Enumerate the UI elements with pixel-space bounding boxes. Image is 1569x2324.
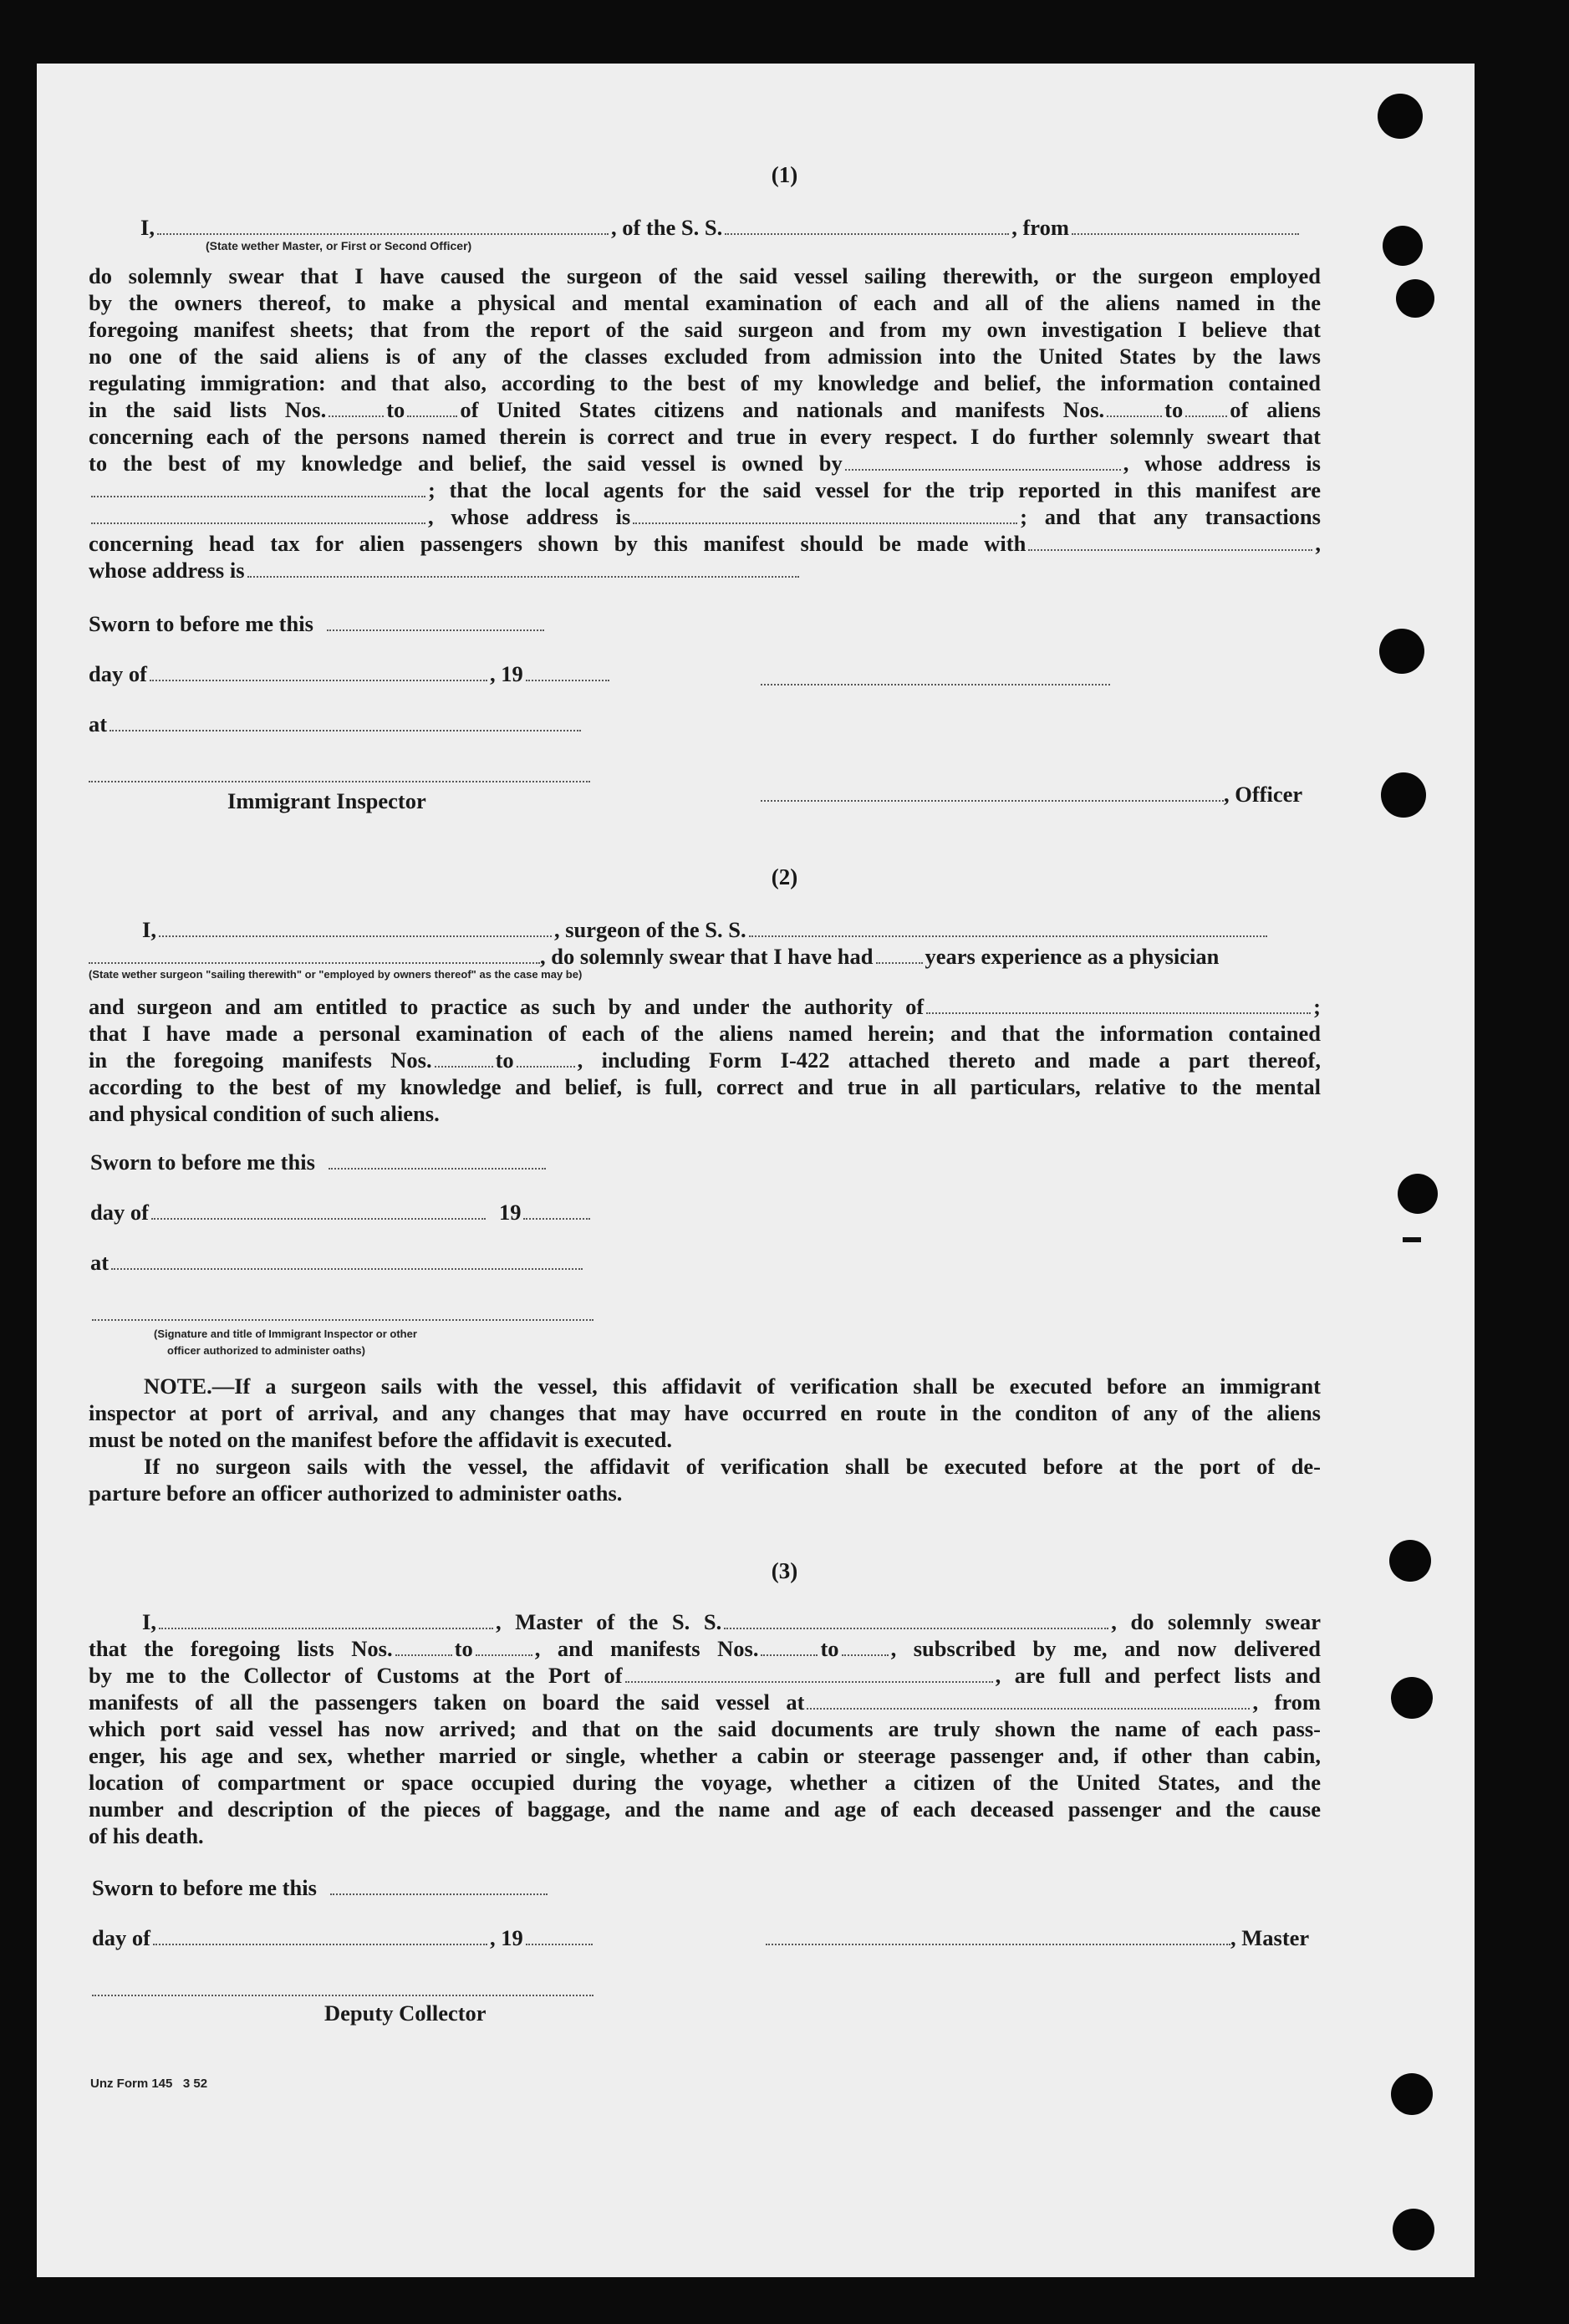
binder-hole	[1398, 1174, 1438, 1214]
s1-line-11: concerning head tax for alien passengers shown by this manifest should be made with ,	[89, 531, 1321, 556]
section-3-number: (3)	[771, 1558, 798, 1583]
s1-caption: (State wether Master, or First or Second Officer)	[206, 239, 472, 252]
binder-hole	[1396, 279, 1434, 318]
s2-sig-caption-2: officer authorized to administer oaths)	[167, 1344, 365, 1357]
s1-officer-signature-line	[761, 684, 1110, 685]
s3-line-8: of his death.	[89, 1823, 204, 1848]
s2-line-4: that I have made a personal examination of each of the aliens named herein; and that the information contained	[89, 1021, 1321, 1046]
s3-day-of: day of , 19	[92, 1924, 595, 1951]
s3-collector-signature-line	[92, 1995, 593, 1996]
s2-note-3: must be noted on the manifest before the affidavit is executed.	[89, 1427, 673, 1452]
s2-line-2: , do solemnly swear that I have had years experience as a physician	[89, 943, 1219, 970]
s2-note-1: NOTE.—If a surgeon sails with the vessel, this affidavit of verification shall be executed before an immigrant	[144, 1374, 1321, 1399]
s1-line-9: ; that the local agents for the said vessel for the trip reported in this manifest are	[89, 477, 1321, 503]
s1-line-8: to the best of my knowledge and belief, the said vessel is owned by , whose address is	[89, 451, 1321, 476]
s3-master-line: , Master	[766, 1924, 1309, 1951]
binder-tick	[1403, 1237, 1421, 1242]
section-2-number: (2)	[771, 864, 798, 889]
binder-hole	[1391, 1677, 1433, 1719]
s2-sig-caption-1: (Signature and title of Immigrant Inspector or other	[154, 1328, 417, 1340]
s2-line-6: according to the best of my knowledge and belief, is full, correct and true in all particulars, relative to the mental	[89, 1074, 1321, 1099]
s1-line-12: whose address is	[89, 557, 1321, 584]
s1-line-5: regulating immigration: and that also, according to the best of my knowledge and belief, the information contained	[89, 370, 1321, 395]
s2-at: at	[90, 1249, 585, 1276]
s3-line-7: number and description of the pieces of baggage, and the name and age of each deceased passenger and the cause	[89, 1797, 1321, 1822]
s2-note-5: parture before an officer authorized to administer oaths.	[89, 1481, 623, 1506]
s1-line-0: I, , of the S. S. , from	[140, 214, 1302, 241]
s3-line-1: that the foregoing lists Nos. to , and manifests Nos. to , subscribed by me, and now delivered	[89, 1636, 1322, 1661]
binder-hole	[1379, 629, 1424, 674]
s2-line-7: and physical condition of such aliens.	[89, 1101, 440, 1126]
s2-caption: (State wether surgeon "sailing therewith" or "employed by owners thereof" as the case may be)	[89, 968, 583, 981]
s1-line-1: do solemnly swear that I have caused the surgeon of the said vessel sailing therewith, or the surgeon employed	[89, 263, 1321, 288]
s2-sworn: Sworn to before me this	[90, 1149, 548, 1175]
section-1-number: (1)	[771, 162, 798, 187]
s2-line-5: in the foregoing manifests Nos. to , including Form I-422 attached thereto and made a part thereof,	[89, 1047, 1321, 1073]
s2-day-of: day of 19	[90, 1199, 593, 1226]
s1-line-7: concerning each of the persons named therein is correct and true in every respect. I do further solemnly sweart that	[89, 424, 1321, 449]
s1-line-4: no one of the said aliens is of any of the classes excluded from admission into the United States by the laws	[89, 344, 1321, 369]
binder-hole	[1383, 226, 1423, 266]
s2-line-3: and surgeon and am entitled to practice as such by and under the authority of ;	[89, 994, 1321, 1019]
s2-signature-line	[92, 1319, 593, 1321]
s3-line-2: by me to the Collector of Customs at the Port of , are full and perfect lists and	[89, 1663, 1321, 1688]
binder-hole	[1381, 772, 1426, 818]
s1-at: at	[89, 711, 583, 737]
s1-inspector-label: Immigrant Inspector	[227, 788, 426, 813]
form-number: Unz Form 145 3 52	[90, 2077, 208, 2091]
s3-collector-label: Deputy Collector	[324, 2000, 486, 2026]
s1-line-10: , whose address is ; and that any transactions	[89, 503, 1321, 530]
s2-note-4: If no surgeon sails with the vessel, the affidavit of verification shall be executed before at the port of de-	[144, 1454, 1321, 1479]
s3-line-0: I, , Master of the S. S. , do solemnly swear	[142, 1609, 1322, 1634]
s1-line-2: by the owners thereof, to make a physical and mental examination of each and all of the aliens named in the	[89, 290, 1321, 315]
s3-line-6: location of compartment or space occupied during the voyage, whether a citizen of the United States, and the	[89, 1770, 1321, 1795]
s2-line-1: I, , surgeon of the S. S.	[142, 916, 1270, 943]
s1-line-3: foregoing manifest sheets; that from the report of the said surgeon and from my own investigation I believe that	[89, 317, 1321, 342]
s1-officer-line: , Officer	[761, 781, 1302, 808]
s3-sworn: Sworn to before me this	[92, 1874, 550, 1901]
s3-line-5: enger, his age and sex, whether married or single, whether a cabin or steerage passenger and, if other than cabin,	[89, 1743, 1321, 1768]
s1-line-6: in the said lists Nos. to of United States citizens and nationals and manifests Nos. to of aliens	[89, 397, 1321, 422]
s1-day-of: day of , 19	[89, 660, 612, 687]
binder-hole	[1391, 2073, 1433, 2115]
s3-line-3: manifests of all the passengers taken on board the said vessel at , from	[89, 1689, 1321, 1715]
s1-sworn: Sworn to before me this	[89, 610, 547, 637]
binder-hole	[1393, 2209, 1434, 2250]
binder-hole	[1378, 94, 1423, 139]
s2-note-2: inspector at port of arrival, and any changes that may have occurred en route in the conditon of any of the aliens	[89, 1400, 1321, 1425]
s1-inspector-signature-line	[89, 781, 590, 782]
s3-line-4: which port said vessel has now arrived; and that on the said documents are truly shown the name of each pass-	[89, 1716, 1321, 1741]
